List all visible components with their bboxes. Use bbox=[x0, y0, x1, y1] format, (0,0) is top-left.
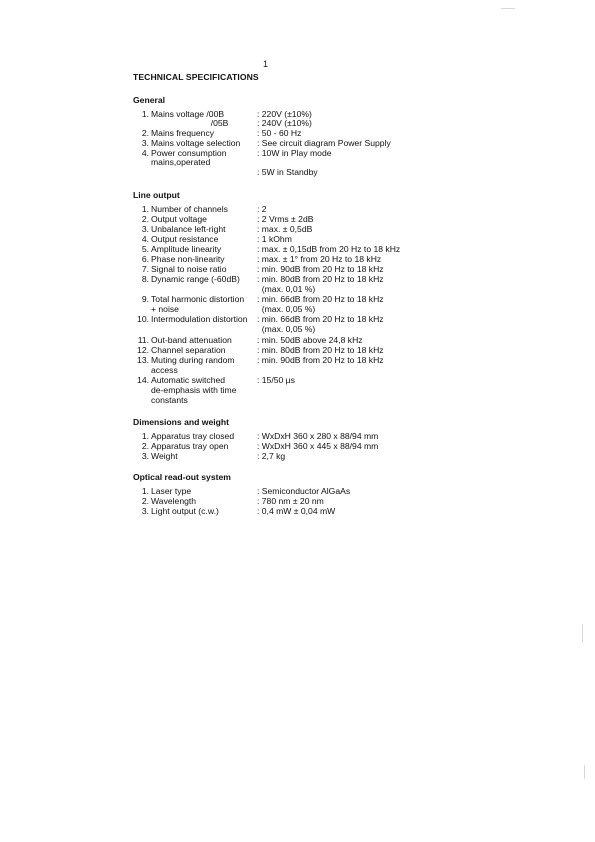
spec-number: 2. bbox=[141, 128, 149, 138]
spec-value: : min. 80dB from 20 Hz to 18 kHz bbox=[257, 345, 384, 355]
spec-number: 11. bbox=[137, 335, 149, 345]
spec-number: 4. bbox=[141, 148, 149, 158]
spec-value: : 2,7 kg bbox=[257, 451, 286, 461]
spec-label: Mains frequency bbox=[151, 128, 215, 138]
spec-number: 13. bbox=[137, 355, 149, 365]
spec-label: + noise bbox=[151, 304, 179, 314]
spec-number: 8. bbox=[141, 274, 149, 284]
spec-label: Unbalance left-right bbox=[151, 224, 226, 234]
spec-label: constants bbox=[151, 395, 188, 405]
spec-label: Laser type bbox=[151, 486, 192, 496]
spec-number: 2. bbox=[141, 214, 149, 224]
spec-label: /05B bbox=[151, 118, 229, 128]
spec-label: Light output (c.w.) bbox=[151, 506, 219, 516]
spec-value: : WxDxH 360 x 280 x 88/94 mm bbox=[257, 431, 379, 441]
page-number: 1 bbox=[263, 59, 269, 69]
spec-row bbox=[133, 386, 573, 396]
spec-number: 2. bbox=[141, 496, 149, 506]
spec-number: 1. bbox=[141, 204, 149, 214]
scan-mark bbox=[501, 8, 515, 9]
spec-value: : 240V (±10%) bbox=[257, 118, 312, 128]
spec-row bbox=[133, 396, 573, 406]
spec-label: Mains voltage /00B bbox=[151, 109, 225, 119]
spec-number: 10. bbox=[137, 314, 149, 324]
spec-value: (max. 0,05 %) bbox=[257, 324, 316, 334]
section-heading-line-output: Line output bbox=[133, 190, 180, 200]
spec-label: Channel separation bbox=[151, 345, 226, 355]
spec-value: : max. ± 1° from 20 Hz to 18 kHz bbox=[257, 254, 382, 264]
spec-label: Apparatus tray closed bbox=[151, 431, 235, 441]
spec-value: : 50 - 60 Hz bbox=[257, 128, 302, 138]
section-heading-general: General bbox=[133, 95, 166, 105]
spec-number: 2. bbox=[141, 441, 149, 451]
spec-row bbox=[133, 275, 573, 285]
spec-row bbox=[133, 158, 573, 168]
spec-value: : 5W in Standby bbox=[257, 167, 318, 177]
spec-value: : min. 90dB from 20 Hz to 18 kHz bbox=[257, 264, 384, 274]
spec-label: Wavelength bbox=[151, 496, 197, 506]
spec-number: 12. bbox=[137, 345, 149, 355]
spec-number: 3. bbox=[141, 506, 149, 516]
spec-label: Out-band attenuation bbox=[151, 335, 232, 345]
spec-number: 3. bbox=[141, 224, 149, 234]
spec-label: Number of channels bbox=[151, 204, 228, 214]
spec-number: 7. bbox=[141, 264, 149, 274]
spec-label: Dynamic range (-60dB) bbox=[151, 274, 240, 284]
section-heading-dimensions: Dimensions and weight bbox=[133, 417, 229, 427]
spec-row bbox=[133, 315, 573, 325]
spec-number: 4. bbox=[141, 234, 149, 244]
spec-value: : min. 66dB from 20 Hz to 18 kHz bbox=[257, 294, 384, 304]
spec-number: 14. bbox=[137, 375, 149, 385]
spec-number: 9. bbox=[141, 294, 149, 304]
spec-value: : 15/50 µs bbox=[257, 375, 295, 385]
spec-value: : max. ± 0,15dB from 20 Hz to 18 kHz bbox=[257, 244, 401, 254]
spec-label: mains,operated bbox=[151, 157, 211, 167]
spec-number: 1. bbox=[141, 431, 149, 441]
spec-row bbox=[133, 325, 573, 335]
spec-number: 3. bbox=[141, 138, 149, 148]
spec-label: Output voltage bbox=[151, 214, 207, 224]
spec-value: : See circuit diagram Power Supply bbox=[257, 138, 391, 148]
spec-label: Mains voltage selection bbox=[151, 138, 241, 148]
spec-label: Weight bbox=[151, 451, 178, 461]
spec-number: 6. bbox=[141, 254, 149, 264]
spec-row bbox=[133, 295, 573, 305]
spec-label: Power consumption bbox=[151, 148, 227, 158]
spec-row bbox=[133, 452, 573, 462]
spec-value: : max. ± 0,5dB bbox=[257, 224, 313, 234]
spec-value: : Semiconductor AlGaAs bbox=[257, 486, 351, 496]
spec-value: : min. 66dB from 20 Hz to 18 kHz bbox=[257, 314, 384, 324]
spec-value: : min. 90dB from 20 Hz to 18 kHz bbox=[257, 355, 384, 365]
spec-number: 1. bbox=[141, 109, 149, 119]
spec-label: Intermodulation distortion bbox=[151, 314, 248, 324]
scan-mark bbox=[584, 765, 585, 779]
spec-value: : WxDxH 360 x 445 x 88/94 mm bbox=[257, 441, 379, 451]
spec-row bbox=[133, 168, 573, 178]
spec-label: Total harmonic distortion bbox=[151, 294, 245, 304]
scan-mark bbox=[582, 624, 583, 642]
spec-row bbox=[133, 442, 573, 452]
spec-value: : 220V (±10%) bbox=[257, 109, 312, 119]
spec-label: access bbox=[151, 365, 178, 375]
spec-value: : 780 nm ± 20 nm bbox=[257, 496, 324, 506]
spec-row bbox=[133, 356, 573, 366]
spec-value: (max. 0,05 %) bbox=[257, 304, 316, 314]
spec-row bbox=[133, 487, 573, 497]
spec-label: Output resistance bbox=[151, 234, 219, 244]
spec-value: : 0,4 mW ± 0,04 mW bbox=[257, 506, 336, 516]
spec-number: 1. bbox=[141, 486, 149, 496]
spec-row bbox=[133, 507, 573, 517]
spec-label: Phase non-linearity bbox=[151, 254, 225, 264]
document-title: TECHNICAL SPECIFICATIONS bbox=[133, 72, 259, 82]
spec-value: : min. 80dB from 20 Hz to 18 kHz bbox=[257, 274, 384, 284]
spec-number: 3. bbox=[141, 451, 149, 461]
spec-value: : 10W in Play mode bbox=[257, 148, 332, 158]
spec-value: (max. 0,01 %) bbox=[257, 284, 316, 294]
spec-label: Muting during random bbox=[151, 355, 235, 365]
spec-number: 5. bbox=[141, 244, 149, 254]
spec-value: : min. 50dB above 24,8 kHz bbox=[257, 335, 363, 345]
section-heading-optical: Optical read-out system bbox=[133, 472, 231, 482]
spec-value: : 2 Vrms ± 2dB bbox=[257, 214, 314, 224]
spec-value: : 1 kOhm bbox=[257, 234, 292, 244]
spec-label: de-emphasis with time bbox=[151, 385, 237, 395]
spec-value: : 2 bbox=[257, 204, 267, 214]
spec-label: Apparatus tray open bbox=[151, 441, 229, 451]
spec-label: Signal to noise ratio bbox=[151, 264, 227, 274]
spec-label: Amplitude linearity bbox=[151, 244, 222, 254]
spec-label: Automatic switched bbox=[151, 375, 226, 385]
